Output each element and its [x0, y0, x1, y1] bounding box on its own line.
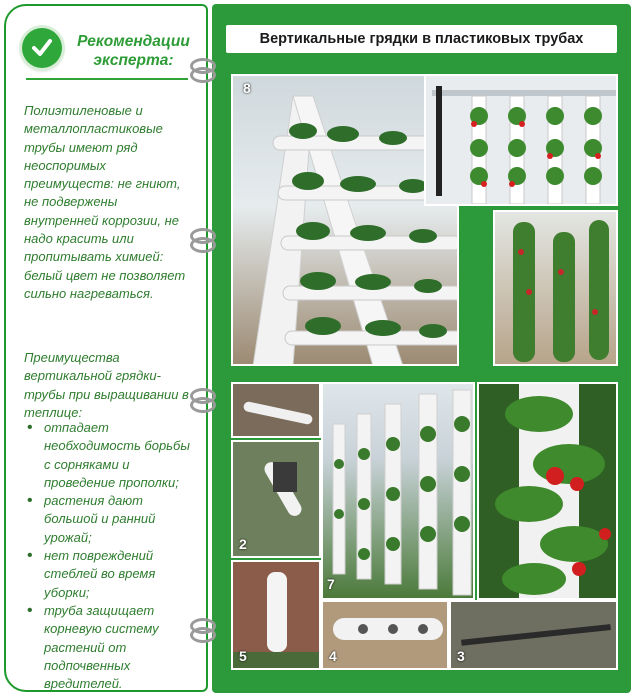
step-photo-cutting [231, 560, 321, 670]
binder-ring [188, 58, 228, 84]
benefits-list [26, 419, 196, 693]
header-bar [226, 25, 617, 53]
expert-title-line2: эксперта: [93, 52, 174, 69]
expert-title [66, 32, 201, 70]
binder-ring [188, 388, 228, 414]
step-number: 7 [327, 576, 335, 592]
step-number: 4 [329, 648, 337, 664]
pipes-advantages-text: Полиэтиленовые и металлопластиковые трубы имеют ряд неоспоримых преимуществ: не гниют, не подвержены внутренней коррозии, не надо красить или пропитывать химией: белый цвет не позволяет сильно нагреваться. [24, 103, 186, 301]
expert-title-line1: Рекомендации [77, 33, 190, 50]
list-item: • отпадает необходимость борьбы с сорняками и проведение прополки; [26, 419, 196, 492]
list-item: • нет повреждений стеблей во время уборки; [26, 547, 196, 602]
list-item: • растения дают большой и ранний урожай; [26, 492, 196, 547]
step-photo-holes [321, 600, 449, 670]
greenhouse-intro-text: Преимущества вертикальной грядки-трубы при выращивании в теплице: [24, 350, 189, 420]
step-photo-tube [449, 600, 618, 670]
checkmark-icon [29, 35, 55, 61]
hanging-pipes-illustration [424, 74, 618, 206]
step-photo [231, 382, 321, 438]
binder-ring [188, 228, 228, 254]
step-photo-drilling [231, 440, 321, 558]
check-badge [22, 28, 62, 68]
list-item: • труба защищает корневую систему растений от подпочвенных вредителей. [26, 602, 196, 693]
photo-label: 8 [243, 80, 251, 96]
strawberry-closeup-photo [477, 382, 618, 600]
binder-ring [188, 618, 228, 644]
step-number: 2 [239, 536, 247, 552]
greenhouse-columns-photo [493, 210, 618, 366]
page-title: Вертикальные грядки в пластиковых трубах [259, 31, 584, 47]
expert-card [4, 4, 208, 692]
step-number: 3 [457, 648, 465, 664]
title-divider [26, 78, 188, 80]
step-number: 5 [239, 648, 247, 664]
vertical-pipes-row-photo [321, 382, 475, 600]
